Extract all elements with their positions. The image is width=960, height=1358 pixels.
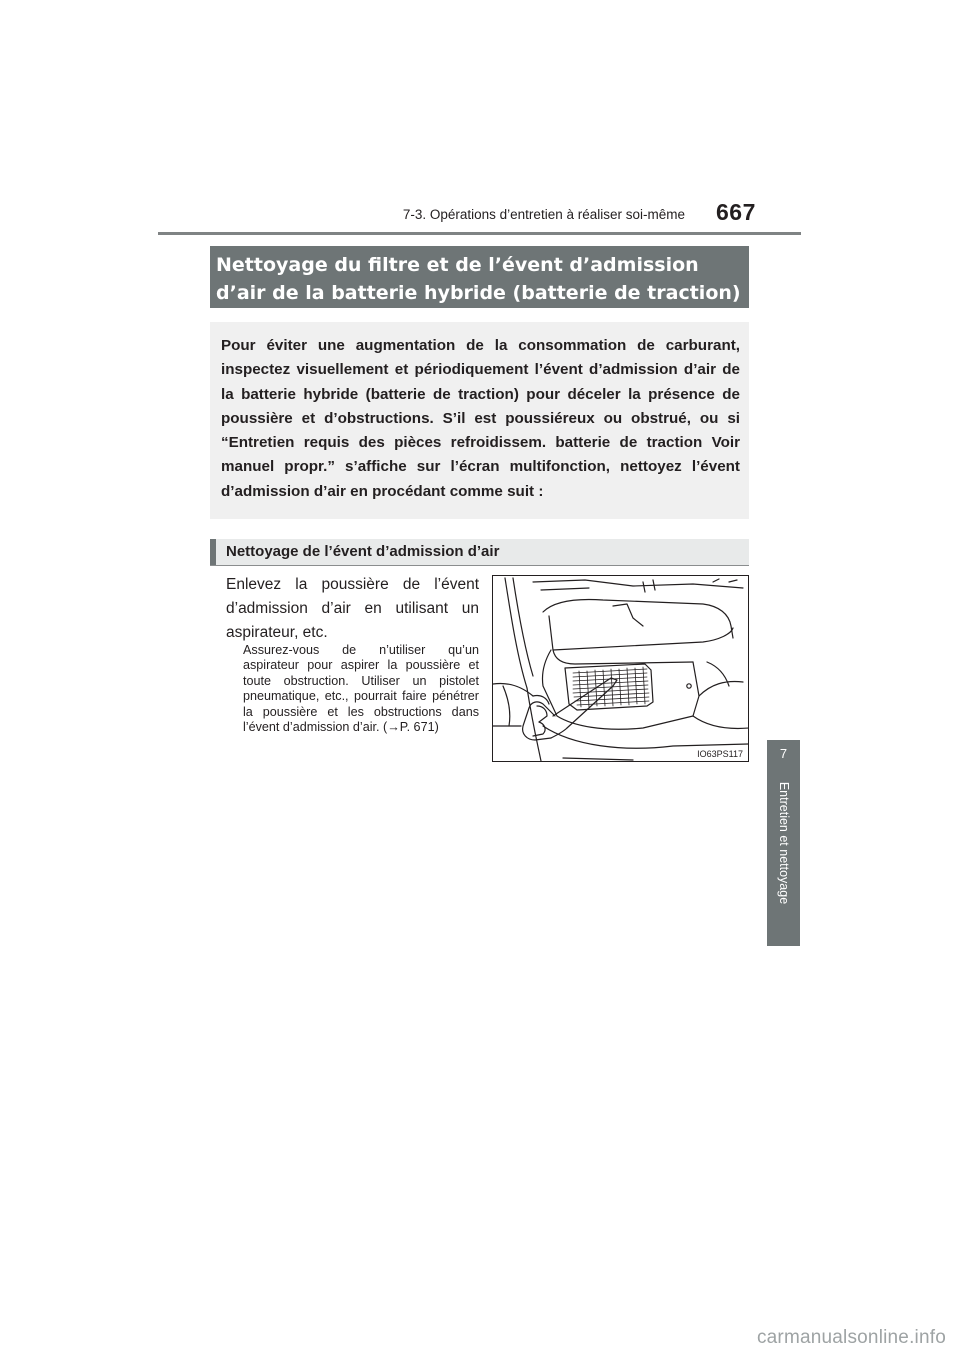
- page-number: 667: [716, 199, 756, 225]
- subsection-heading: [210, 539, 749, 566]
- step-text: Enlevez la poussière de l’évent d’admission d’air en utilisant un aspirateur, etc.: [226, 576, 479, 641]
- chapter-title: Entretien et nettoyage: [777, 781, 791, 905]
- running-header-section: 7-3. Opérations d’entretien à réaliser soi-même: [402, 207, 685, 222]
- vacuum-illustration: [492, 575, 749, 762]
- figure-code: IO63PS117: [697, 749, 743, 759]
- watermark: carmanualsonline.info: [756, 1327, 946, 1348]
- section-title-line-1: Nettoyage du filtre et de l’évent d’admission: [216, 254, 699, 276]
- section-title-line-2: d’air de la batterie hybride (batterie de traction): [216, 282, 741, 304]
- subsection-heading-bar: [210, 539, 216, 565]
- section-title: [210, 246, 749, 308]
- chapter-number: 7: [779, 746, 788, 761]
- vacuum-drawing: [493, 576, 749, 762]
- step-note: Assurez-vous de n’utiliser qu’un aspirateur pour aspirer la poussière et toute obstruction. Utiliser un pistolet pneumatique, etc., pourrait faire pénétrer la poussière et les obstructions dans l’évent d’admission d’air. (→P. 671): [243, 643, 479, 735]
- intro-paragraph: Pour éviter une augmentation de la consommation de carburant, inspectez visuellement et périodiquement l’évent d’admission d’air de la batterie hybride (batterie de traction) pour déceler la présence de poussière et d’obstructions. S’il est poussiéreux ou obstrué, ou si “Entretien requis des pièces refroidissem. batterie de traction Voir manuel propr.” s’affiche sur l’écran multifonction, nettoyez l’évent d’admission d’air en procédant comme suit :: [210, 322, 749, 519]
- subsection-heading-text: Nettoyage de l’évent d’admission d’air: [226, 543, 500, 560]
- header-rule: [158, 232, 801, 235]
